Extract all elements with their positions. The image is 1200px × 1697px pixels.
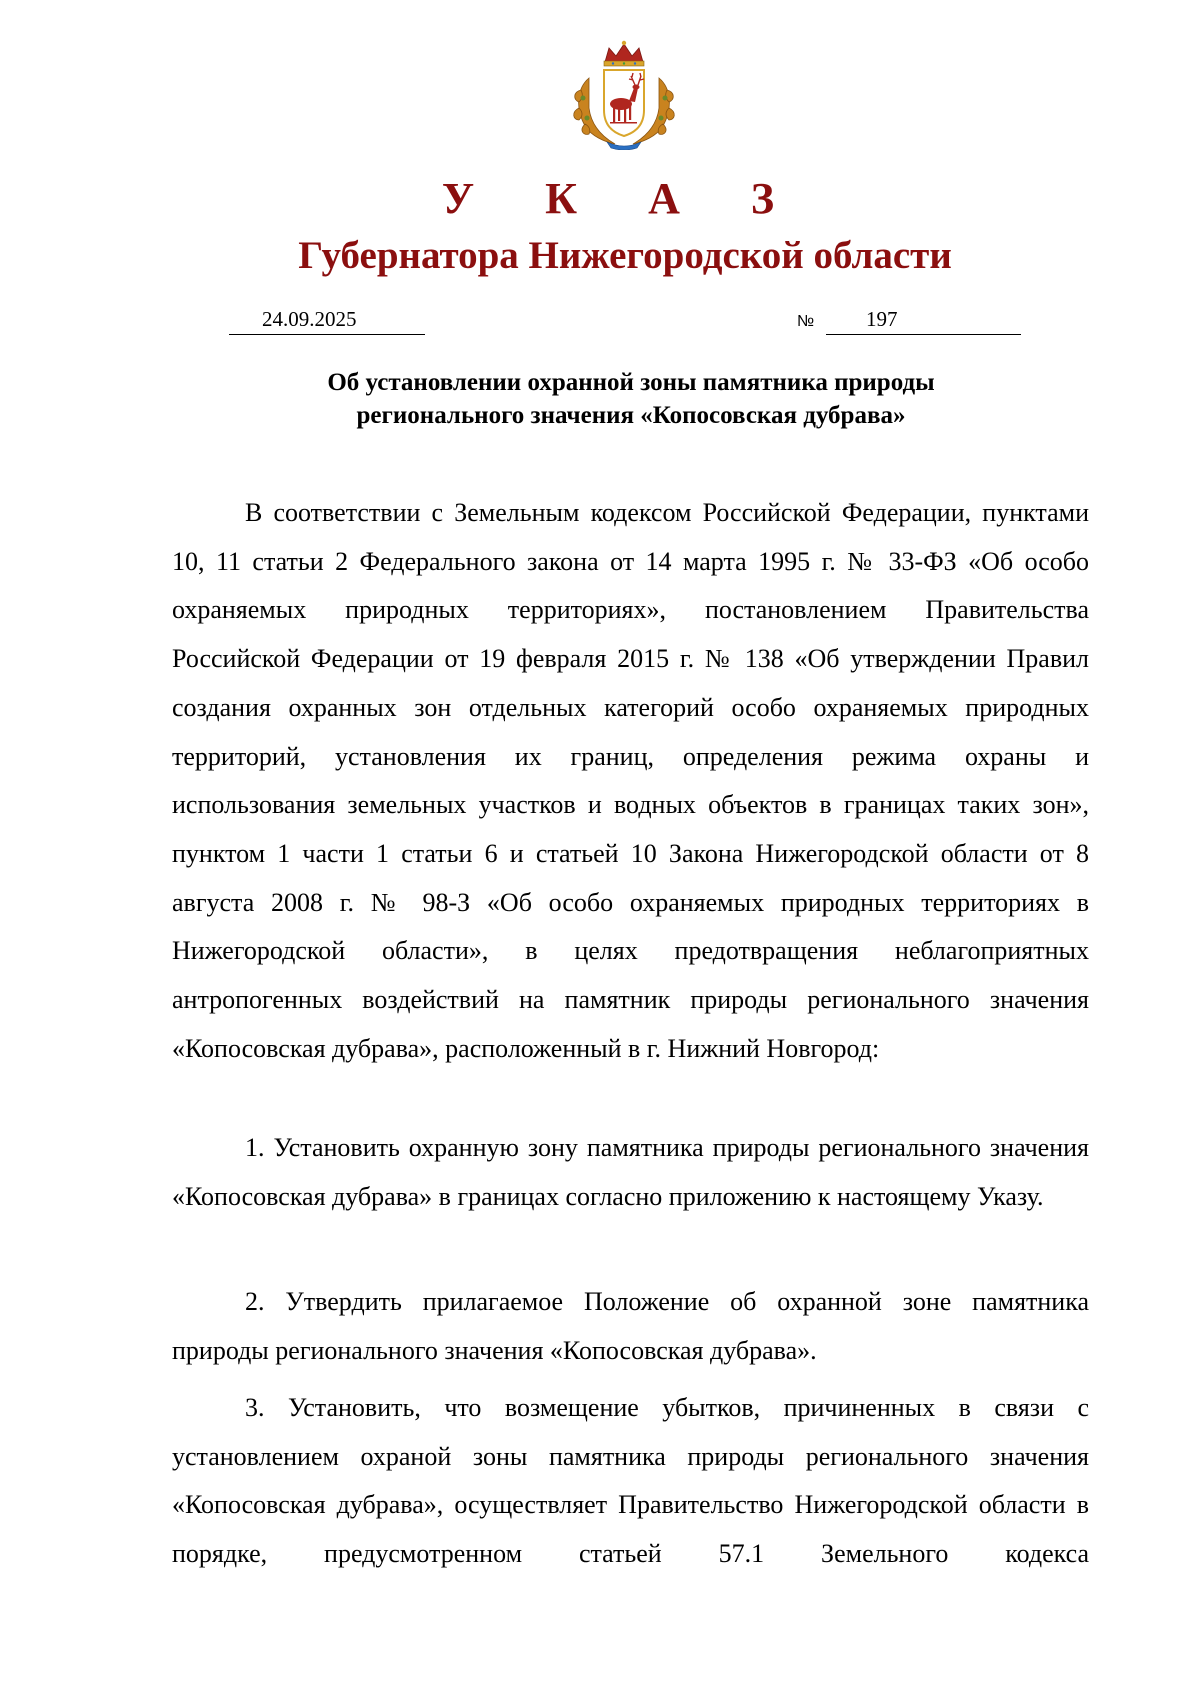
decree-item-1: 1. Установить охранную зону памятника природы регионального значения «Копосовская дубрава» в границах согласно приложению к настоящему Указу. <box>172 1133 1089 1211</box>
coat-of-arms-icon <box>571 38 677 150</box>
decree-title: У К А З <box>441 174 805 223</box>
decree-number: 197 <box>866 307 898 331</box>
issuer-title: Губернатора Нижегородской области <box>298 234 952 277</box>
decree-number-field <box>826 306 1021 335</box>
number-sign: № <box>797 313 815 330</box>
heading-line-2: регионального значения «Копосовская дубрава» <box>356 402 906 429</box>
decree-item-3: 3. Установить, что возмещение убытков, причиненных в связи с установлением охраной зоны памятника природы регионального значения «Копосовская дубрава», осуществляет Правительство Нижегородской области в порядке, предусмотренном статьей 57.1 Земельного кодекса <box>172 1393 1089 1569</box>
heading-line-1: Об установлении охранной зоны памятника природы <box>327 369 935 396</box>
decree-item-2: 2. Утвердить прилагаемое Положение об охранной зоне памятника природы регионального значения «Копосовская дубрава». <box>172 1287 1089 1365</box>
decree-date-field <box>229 306 425 335</box>
document-heading <box>172 366 1090 432</box>
decree-date: 24.09.2025 <box>262 307 357 331</box>
preamble-paragraph: В соответствии с Земельным кодексом Российской Федерации, пунктами 10, 11 статьи 2 Федерального закона от 14 марта 1995 г. № 33-ФЗ «Об особо охраняемых природных территориях», постановлением Правительства Российской Федерации от 19 февраля 2015 г. № 138 «Об утверждении Правил создания охранных зон отдельных категорий особо охраняемых природных территорий, установления их границ, определения режима охраны и использования земельных участков и водных объектов в границах таких зон», пунктом 1 части 1 статьи 6 и статьей 10 Закона Нижегородской области от 8 августа 2008 г. № 98-З «Об особо охраняемых природных территориях в Нижегородской области», в целях предотвращения неблагоприятных антропогенных воздействий на памятник природы регионального значения «Копосовская дубрава», расположенный в г. Нижний Новгород: <box>172 498 1089 1063</box>
